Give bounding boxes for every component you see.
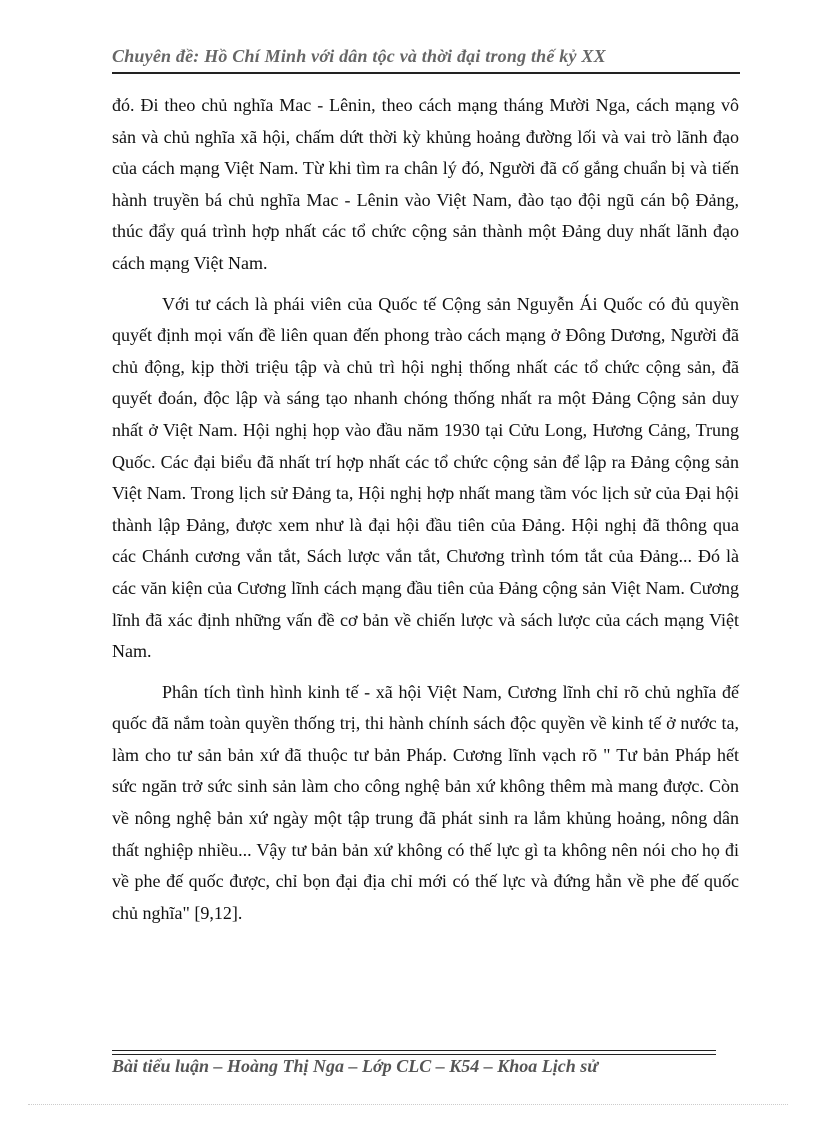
paragraph-3: Phân tích tình hình kinh tế - xã hội Việt Nam, Cương lĩnh chỉ rõ chủ nghĩa đế quốc đã nắm toàn quyền thống trị, thi hành chính sách độc quyền về kinh tế ở nước ta, làm cho tư sản bản xứ đã thuộc tư bản Pháp. Cương lĩnh vạch rõ " Tư bản Pháp hết sức ngăn trở sức sinh sản làm cho công nghệ bản xứ không thêm mà mang được. Còn về nông nghệ bản xứ ngày một tập trung đã phát sinh ra lắm khủng hoảng, nông dân thất nghiệp nhiều... Vậy tư bản bản xứ không có thế lực gì ta không nên nói cho họ đi về phe đế quốc được, chỉ bọn đại địa chỉ mới có thế lực và đứng hẳn về phe đế quốc chủ nghĩa" [9,12].	[112, 681, 739, 923]
page-footer-text: Bài tiểu luận – Hoàng Thị Nga – Lớp CLC – K54 – Khoa Lịch sử	[112, 1056, 599, 1076]
paragraph-2: Với tư cách là phái viên của Quốc tế Cộng sản Nguyễn Ái Quốc có đủ quyền quyết định mọi vấn đề liên quan đến phong trào cách mạng ở Đông Dương, Người đã chủ động, kịp thời triệu tập và chủ trì hội nghị thống nhất các tổ chức cộng sản, đã quyết đoán, độc lập và sáng tạo nhanh chóng thống nhất ra một Đảng Cộng sản duy nhất ở Việt Nam. Hội nghị họp vào đầu năm 1930 tại Cửu Long, Hương Cảng, Trung Quốc. Các đại biểu đã nhất trí hợp nhất các tổ chức cộng sản để lập ra Đảng cộng sản Việt Nam. Trong lịch sử Đảng ta, Hội nghị hợp nhất mang tầm vóc lịch sử của Đại hội thành lập Đảng, được xem như là đại hội đầu tiên của Đảng. Hội nghị đã thông qua các Chánh cương vắn tắt, Sách lược vắn tắt, Chương trình tóm tắt của Đảng... Đó là các văn kiện của Cương lĩnh cách mạng đầu tiên của Đảng cộng sản Việt Nam. Cương lĩnh đã xác định những vấn đề cơ bản về chiến lược và sách lược của cách mạng Việt Nam.	[112, 293, 739, 662]
footer-divider	[112, 1050, 716, 1055]
header-divider	[112, 72, 740, 74]
paragraph-1: đó. Đi theo chủ nghĩa Mac - Lênin, theo cách mạng tháng Mười Nga, cách mạng vô sản và chủ nghĩa xã hội, chấm dứt thời kỳ khủng hoảng đường lối và vai trò lãnh đạo của cách mạng Việt Nam. Từ khi tìm ra chân lý đó, Người đã cố gắng chuẩn bị và tiến hành truyền bá chủ nghĩa Mac - Lênin vào Việt Nam, đào tạo đội ngũ cán bộ Đảng, thúc đẩy quá trình hợp nhất các tổ chức cộng sản thành một Đảng duy nhất lãnh đạo cách mạng Việt Nam.	[112, 95, 739, 273]
page-bottom-edge	[28, 1104, 788, 1105]
body-text	[112, 90, 739, 938]
page-header-title: Chuyên đề: Hồ Chí Minh với dân tộc và thời đại trong thế kỷ XX	[112, 46, 606, 66]
